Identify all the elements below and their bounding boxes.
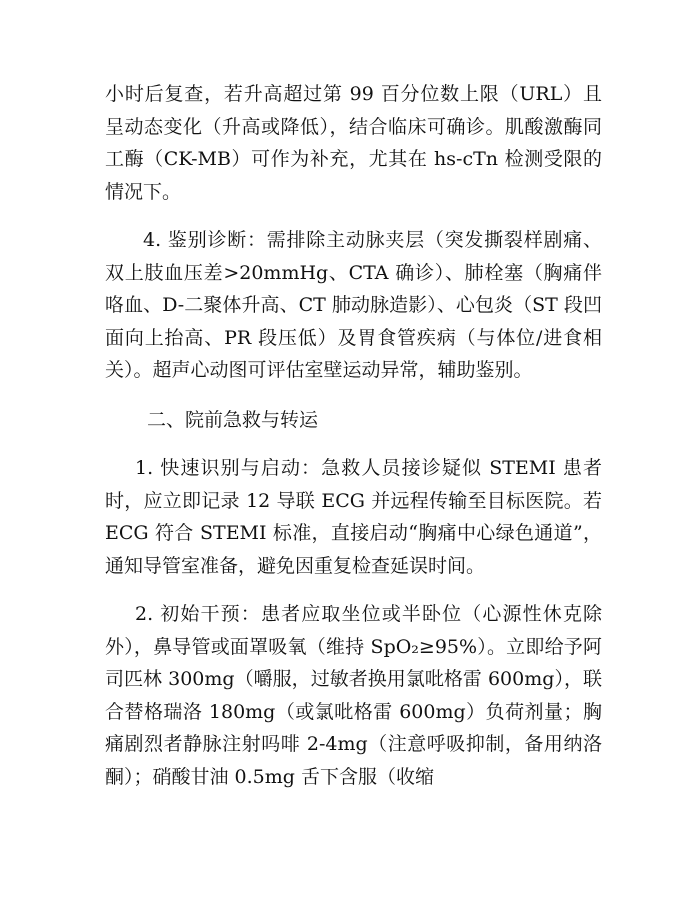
- section-heading: 二、院前急救与转运: [147, 408, 319, 431]
- paragraph-continuation: 小时后复查，若升高超过第 99 百分位数上限（URL）且呈动态变化（升高或降低），结合临床可确诊。肌酸激酶同工酶（CK-MB）可作为补充，尤其在 hs-cTn 检测受限的情况下。: [105, 83, 602, 203]
- paragraph-rapid-identification: 1. 快速识别与启动：急救人员接诊疑似 STEMI 患者时，应立即记录 12 导联 ECG 并远程传输至目标医院。若 ECG 符合 STEMI 标准，直接启动“胸痛中心绿色通道”，通知导管室准备，避免因重复检查延误时间。: [105, 457, 602, 577]
- paragraph-differential-diagnosis: 4. 鉴别诊断：需排除主动脉夹层（突发撕裂样剧痛、双上肢血压差>20mmHg、CTA 确诊）、肺栓塞（胸痛伴咯血、D-二聚体升高、CT 肺动脉造影）、心包炎（ST 段凹面向上抬高、PR 段压低）及胃食管疾病（与体位/进食相关）。超声心动图可评估室壁运动异常，辅助鉴别。: [105, 229, 602, 381]
- document-page: [105, 78, 602, 793]
- paragraph-initial-intervention: 2. 初始干预：患者应取坐位或半卧位（心源性休克除外），鼻导管或面罩吸氧（维持 SpO₂≥95%）。立即给予阿司匹林 300mg（嚼服，过敏者换用氯吡格雷 600mg），联合替格瑞洛 180mg（或氯吡格雷 600mg）负荷剂量；胸痛剧烈者静脉注射吗啡 2-4mg（注意呼吸抑制，备用纳洛酮）；硝酸甘油 0.5mg 舌下含服（收缩: [105, 603, 602, 788]
